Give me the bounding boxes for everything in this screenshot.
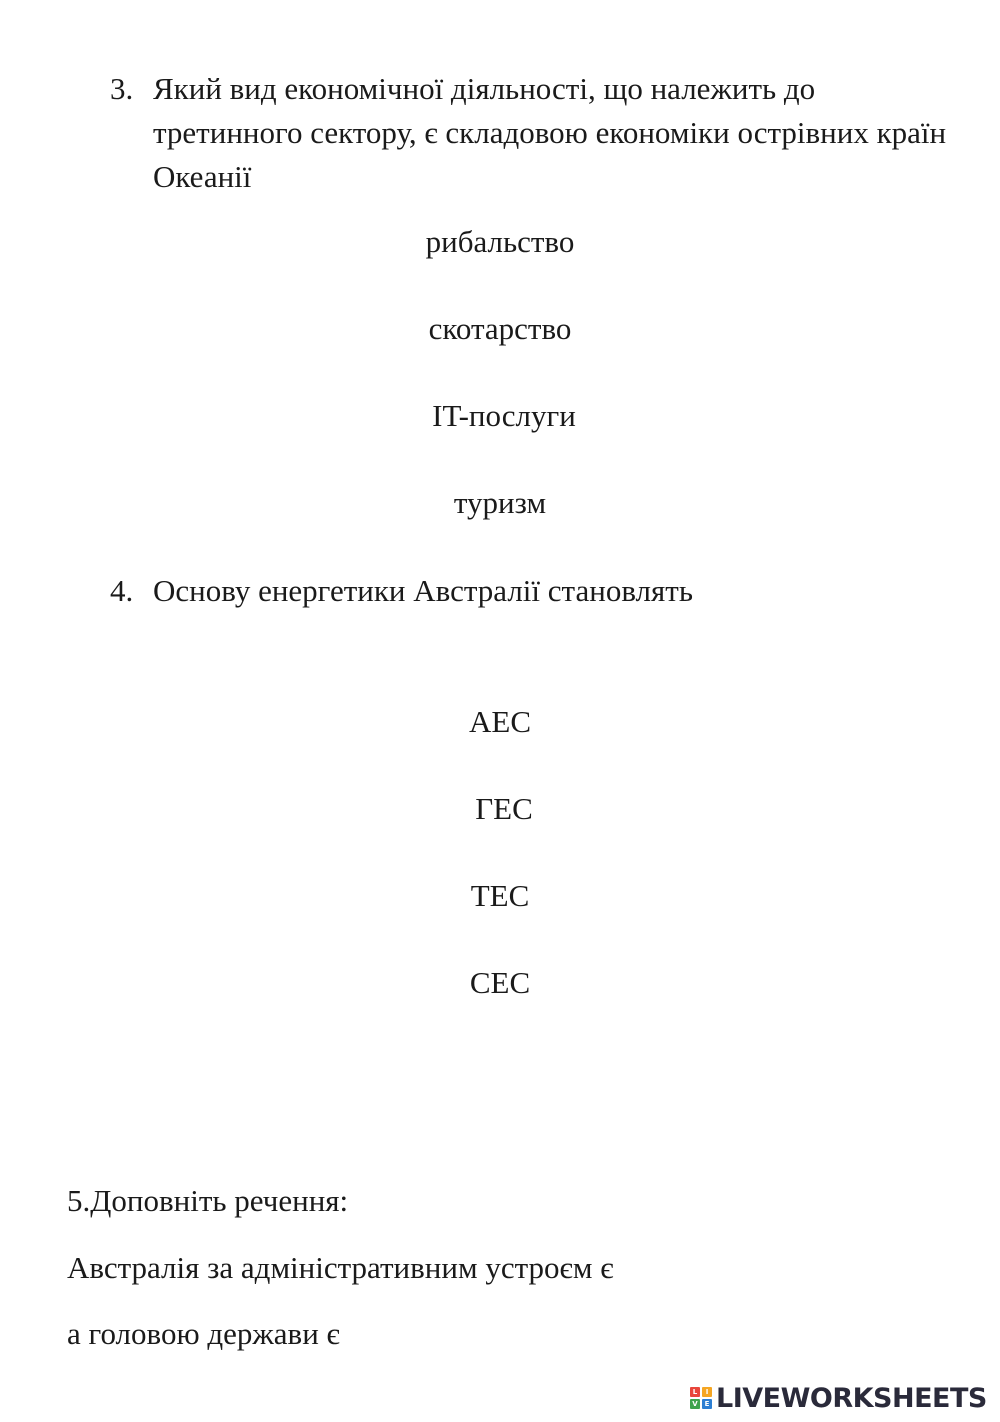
logo-blocks-icon (690, 1387, 712, 1409)
question-4-text: Основу енергетики Австралії становлять (153, 573, 693, 608)
question-4-option-2[interactable]: ГЕС (475, 791, 533, 826)
question-3-option-1[interactable]: рибальство (425, 224, 575, 259)
question-4-number: 4. (110, 573, 134, 608)
question-3-option-4[interactable]: туризм (453, 485, 547, 520)
question-5-sentence-1: Австралія за адміністративним устроєм є (67, 1250, 614, 1285)
liveworksheets-logo (690, 1382, 987, 1414)
question-5-heading: 5.Доповніть речення: (67, 1183, 349, 1218)
question-4-option-3[interactable]: ТЕС (470, 878, 530, 913)
logo-text: LIVEWORKSHEETS (716, 1382, 987, 1414)
logo-block: I (702, 1387, 712, 1397)
question-4-option-4[interactable]: СЕС (469, 965, 531, 1000)
logo-block: E (702, 1399, 712, 1409)
question-3-number: 3. (110, 71, 134, 106)
question-3-option-3[interactable]: IT-послуги (432, 398, 576, 433)
question-4-option-1[interactable]: АЕС (469, 704, 531, 739)
logo-block: V (690, 1399, 700, 1409)
question-3-option-2[interactable]: скотарство (428, 311, 572, 346)
logo-block: L (690, 1387, 700, 1397)
question-3-text: Який вид економічної діяльності, що належить до третинного сектору, є складовою економіки острівних країн Океанії (153, 71, 947, 194)
question-5-sentence-2: а головою держави є (67, 1316, 340, 1351)
